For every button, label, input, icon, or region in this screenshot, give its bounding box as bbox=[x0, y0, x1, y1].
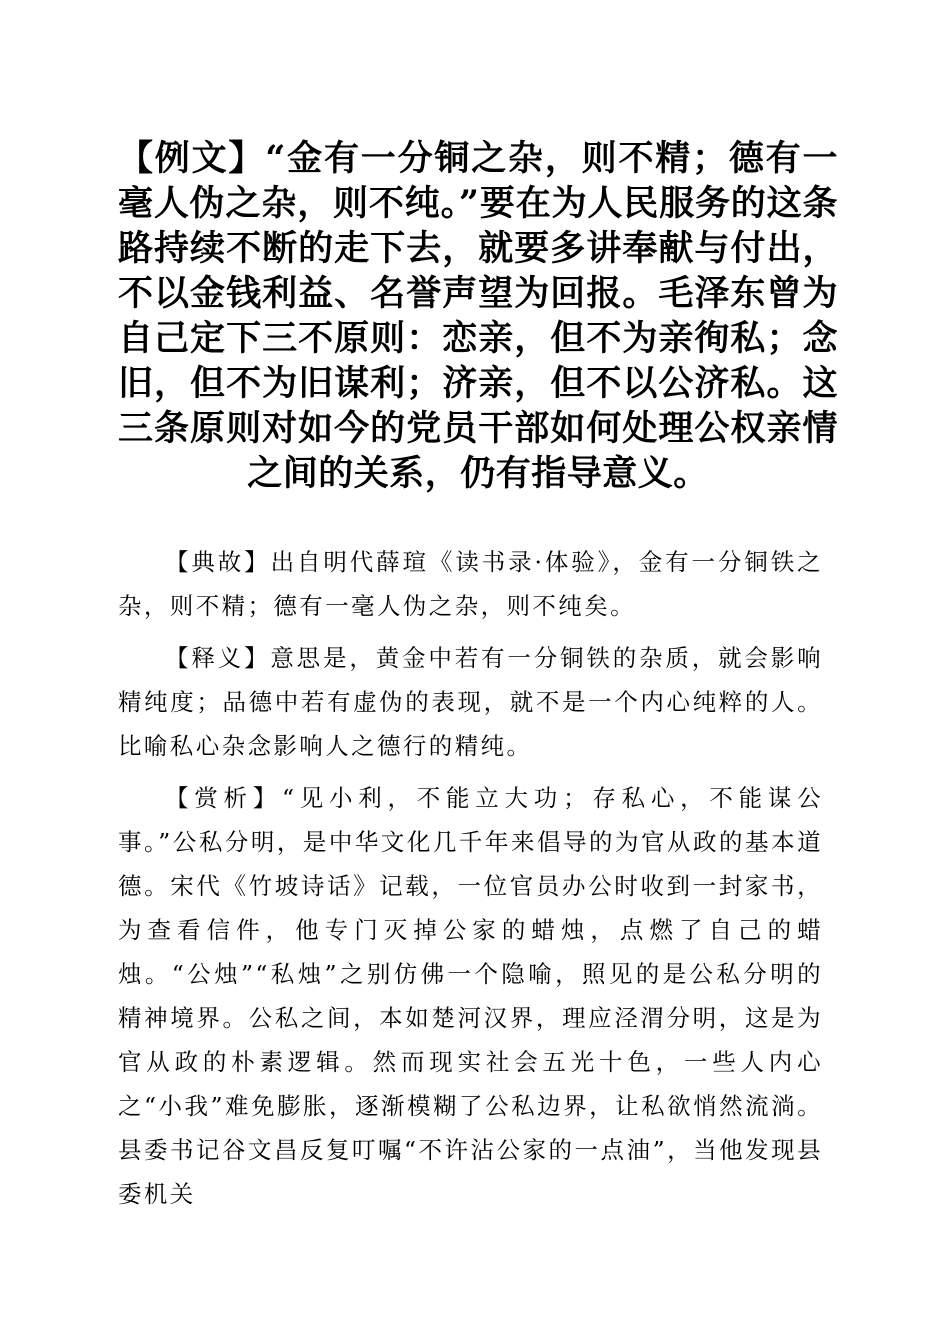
body-text bbox=[118, 540, 823, 1216]
interpretation-paragraph: 【释义】意思是，黄金中若有一分铜铁的杂质，就会影响精纯度；品德中若有虚伪的表现，就不是一个内心纯粹的人。比喻私心杂念影响人之德行的精纯。 bbox=[118, 644, 823, 760]
allusion-paragraph: 【典故】出自明代薛瑄《读书录·体验》，金有一分铜铁之杂，则不精；德有一毫人伪之杂，则不纯矣。 bbox=[118, 548, 823, 620]
example-paragraph: 【例文】“金有一分铜之杂，则不精；德有一毫人伪之杂，则不纯。”要在为人民服务的这条路持续不断的走下去，就要多讲奉献与付出，不以金钱利益、名誉声望为回报。毛泽东曾为自己定下三不原则：恋亲，但不为亲徇私；念旧，但不为旧谋利；济亲，但不以公济私。这三条原则对如今的党员干部如何处理公权亲情之间的关系，仍有指导意义。 bbox=[118, 138, 838, 494]
appreciation-paragraph: 【赏析】“见小利，不能立大功；存私心，不能谋公事。”公私分明，是中华文化几千年来倡导的为官从政的基本道德。宋代《竹坡诗话》记载，一位官员办公时收到一封家书，为查看信件，他专门灭掉公家的蜡烛，点燃了自己的蜡烛。“公烛”“私烛”之别仿佛一个隐喻，照见的是公私分明的精神境界。公私之间，本如楚河汉界，理应泾渭分明，这是为官从政的朴素逻辑。然而现实社会五光十色，一些人内心之“小我”难免膨胀，逐渐模糊了公私边界，让私欲悄然流淌。县委书记谷文昌反复叮嘱“不许沾公家的一点油”，当他发现县委机关 bbox=[118, 784, 823, 1208]
